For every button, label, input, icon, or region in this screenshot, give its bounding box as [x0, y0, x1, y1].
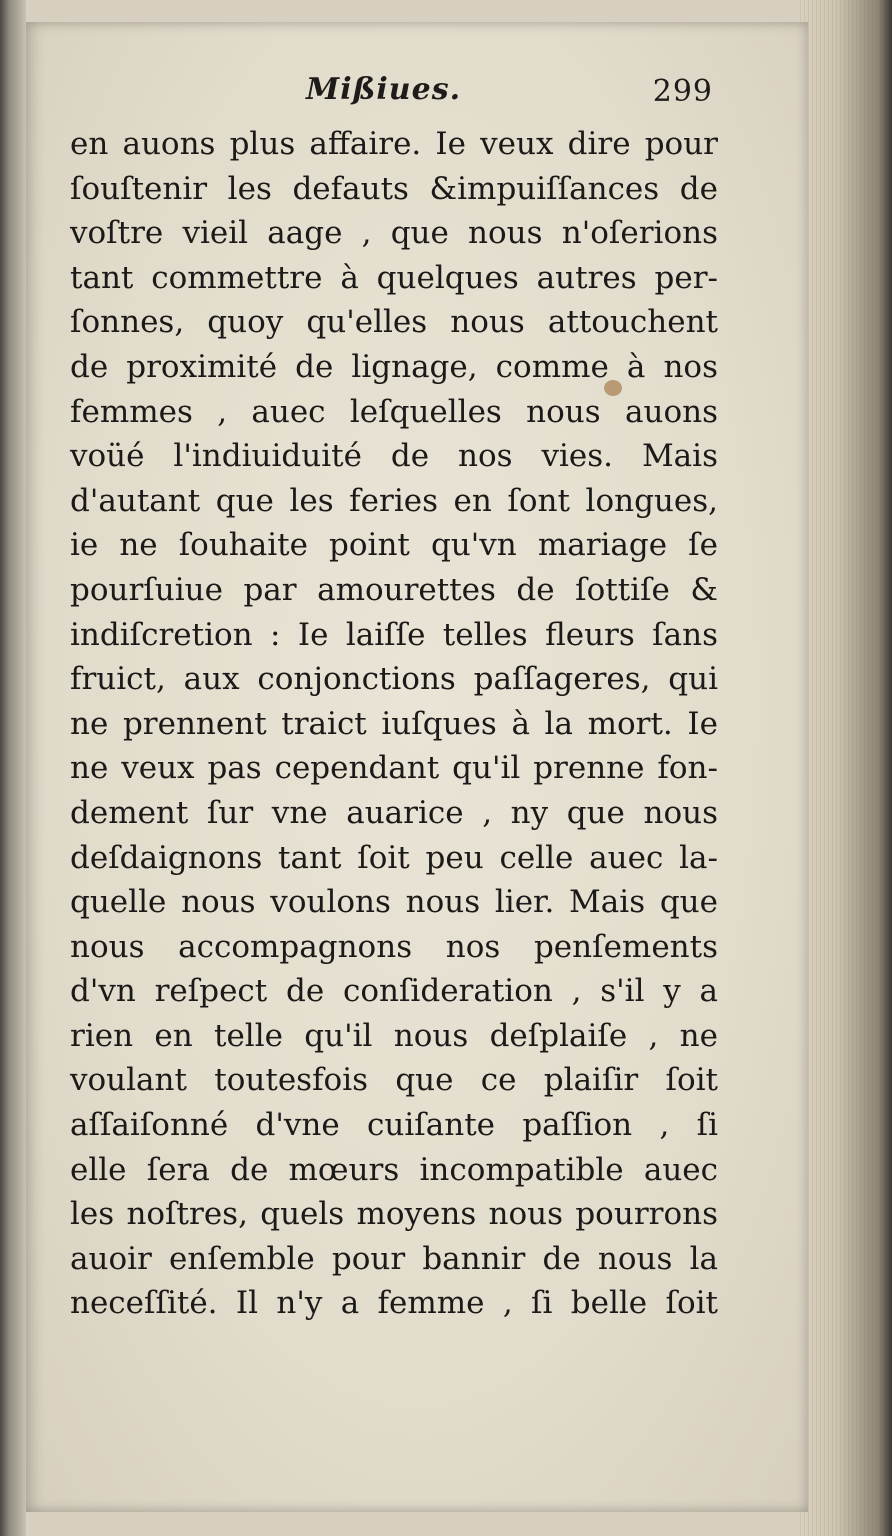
page-fore-edge	[800, 0, 892, 1536]
text-line: de proximité de lignage, comme à nos	[70, 348, 718, 385]
text-line: ne veux pas cependant qu'il prenne fon-	[70, 750, 718, 787]
text-line: en auons plus affaire. Ie veux dire pour	[70, 126, 718, 162]
text-line: fruict, aux conjonctions paſſageres, qui	[70, 661, 718, 698]
text-line: auoir enſemble pour bannir de nous la	[70, 1240, 718, 1277]
text-line: dement ſur vne auarice , ny que nous	[70, 794, 718, 831]
text-line: d'vn reſpect de conſideration , s'il y a	[70, 973, 718, 1010]
text-line: voüé l'indiuiduité de nos vies. Mais	[70, 438, 718, 475]
book-binding	[0, 0, 26, 1536]
text-line: pourſuiue par amourettes de ſottiſe &	[70, 571, 718, 608]
running-head: Mißiues.	[306, 72, 462, 107]
book-page	[26, 22, 808, 1512]
body-text	[70, 122, 718, 1326]
text-line: rien en telle qu'il nous deſplaiſe , ne	[70, 1017, 718, 1054]
text-line: tant commettre à quelques autres per-	[70, 259, 718, 296]
text-line: ſonnes, quoy qu'elles nous attouchent	[70, 304, 718, 341]
text-line: ſouſtenir les defauts &impuiſſances de	[70, 170, 718, 207]
text-line: deſdaignons tant ſoit peu celle auec la-	[70, 839, 718, 876]
text-line: d'autant que les feries en ſont longues,	[70, 482, 718, 519]
text-line: indiſcretion : Ie laiſſe telles fleurs ſans	[70, 616, 718, 653]
text-line: neceſſité. Il n'y a femme , ſi belle ſoit	[70, 1285, 718, 1322]
text-line: ie ne ſouhaite point qu'vn mariage ſe	[70, 527, 718, 564]
text-line: aſſaiſonné d'vne cuiſante paſſion , ſi	[70, 1107, 718, 1144]
text-line: voſtre vieil aage , que nous n'oſerions	[70, 215, 718, 252]
text-line: voulant toutesfois que ce plaiſir ſoit	[70, 1062, 718, 1099]
text-line: ne prennent traict iuſques à la mort. Ie	[70, 705, 718, 742]
text-line: elle ſera de mœurs incompatible auec	[70, 1151, 718, 1188]
page-header	[86, 70, 713, 114]
text-line: femmes , auec leſquelles nous auons	[70, 393, 718, 430]
text-line: nous accompagnons nos penſements	[70, 928, 718, 965]
text-line: les noſtres, quels moyens nous pourrons	[70, 1196, 718, 1233]
text-line: quelle nous voulons nous lier. Mais que	[70, 884, 718, 921]
page-number: 299	[652, 74, 713, 109]
